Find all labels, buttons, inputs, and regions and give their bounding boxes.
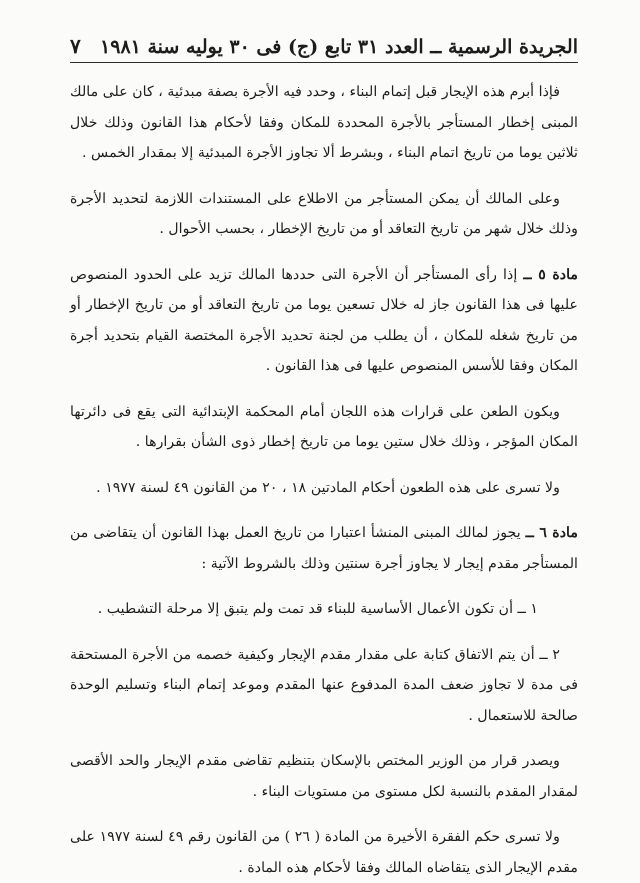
paragraph: ولا تسرى على هذه الطعون أحكام المادتين ١٨ ، ٢٠ من القانون ٤٩ لسنة ١٩٧٧ . [96,479,560,496]
article-label: مادة ٥ ــ [523,266,578,283]
paragraph: وعلى المالك أن يمكن المستأجر من الاطلاع على المستندات اللازمة لتحديد الأجرة وذلك خلال شهر من تاريخ التعاقد أو من تاريخ الإخطار ، بحسب الأحوال . [70,190,578,237]
page-header [70,34,578,63]
paragraph: ولا تسرى حكم الفقرة الأخيرة من المادة ( ٢٦ ) من القانون رقم ٤٩ لسنة ١٩٧٧ على مقدم الإيجار الذى يتقاضاه المالك وفقا لأحكام هذه المادة . [70,829,578,876]
article-label: مادة ٦ ــ [525,525,578,541]
page-number: ٧ [70,34,81,58]
paragraph: ويكون الطعن على قرارات هذه اللجان أمام المحكمة الإبتدائية التى يقع فى دائرتها المكان المؤجر ، وذلك خلال ستين يوما من تاريخ إخطار ذوى الشأن بقرارها . [70,403,578,450]
paragraph: ويصدر قرار من الوزير المختص بالإسكان بتنظيم تقاضى مقدم الإيجار والحد الأقصى لمقدار المقدم بالنسبة لكل مستوى من مستويات البناء . [70,753,578,800]
gazette-title: الجريدة الرسمية ــ العدد ٣١ تابع (ج) فى ٣٠ يوليه سنة ١٩٨١ [100,36,578,58]
condition-item: ٢ ــ أن يتم الاتفاق كتابة على مقدار مقدم الإيجار وكيفية خصمه من الأجرة المستحقة فى مدة لا تجاوز ضعف المدة المدفوع عنها المقدم وموعد إتمام البناء وتسليم الوحدة صالحة للاستعمال . [70,646,578,724]
article-6: مادة ٦ ــ يجوز لمالك المبنى المنشأ اعتبارا من تاريخ العمل بهذا القانون أن يتقاضى من المستأجر مقدم إيجار لا يجاوز أجرة سنتين وذلك بالشروط الآتية : [70,525,578,572]
article-5: مادة ٥ ــ إذا رأى المستأجر أن الأجرة التى حددها المالك تزيد على الحدود المنصوص عليها فى هذا القانون جاز له خلال تسعين يوما من تاريخ التعاقد أو من تاريخ الإخطار أو من تاريخ شغله للمكان ، أن يطلب من لجنة تحديد الأجرة المختصة القيام بتحديد أجرة المكان وفقا للأسس المنصوص عليها فى هذا القانون . [70,266,578,374]
paragraph: فإذا أبرم هذه الإيجار قبل إتمام البناء ، وحدد فيه الأجرة بصفة مبدئية ، كان على مالك المبنى إخطار المستأجر بالأجرة المحددة للمكان وفقا لأحكام هذا القانون وذلك خلال ثلاثين يوما من تاريخ اتمام البناء ، وبشرط ألا تجاوز الأجرة المبدئية إلا بمقدار الخمس . [70,84,578,161]
condition-item: ١ ــ أن تكون الأعمال الأساسية للبناء قد تمت ولم يتبق إلا مرحلة التشطيب . [97,601,538,617]
